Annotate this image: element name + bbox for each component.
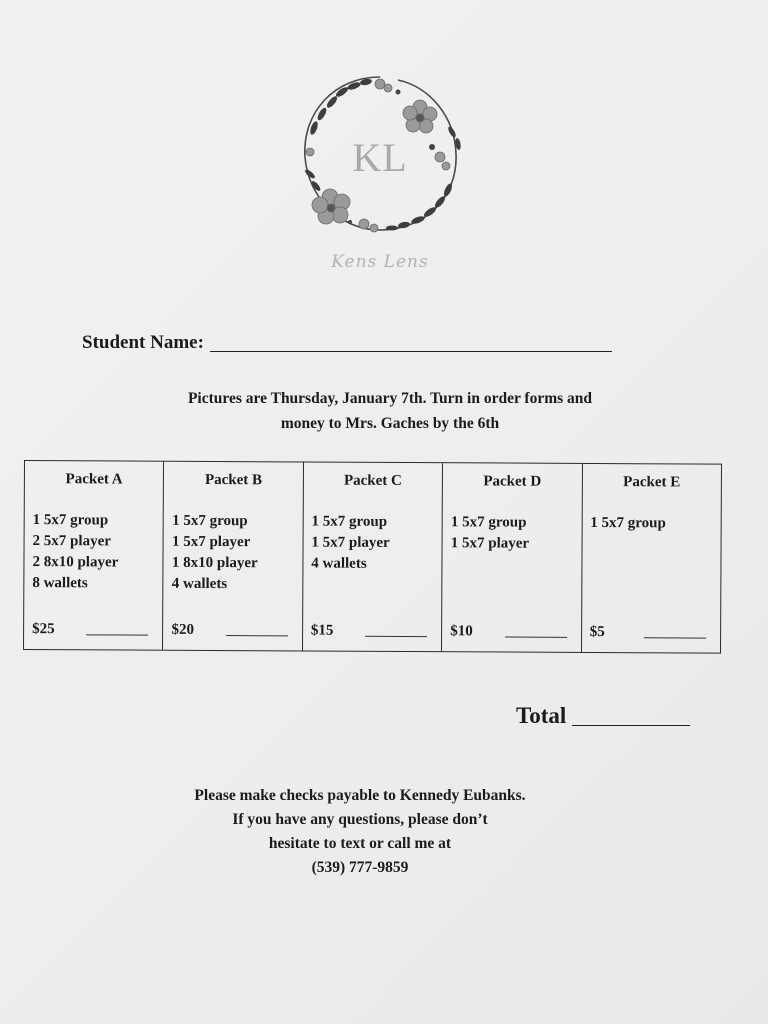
packet-price-row [32,621,148,639]
packet-items [451,512,582,555]
packet-e [582,464,721,653]
payment-contact-info [150,784,570,880]
instructions-line-1: Pictures are Thursday, January 7th. Turn in order forms and [187,390,593,407]
packet-title: Packet C [343,472,402,489]
packet-item: 2 5x7 player [32,533,111,550]
packet-item: 1 5x7 group [311,513,388,530]
packet-quantity-blank[interactable] [86,634,148,635]
packet-items [172,511,303,596]
packet-price: $5 [589,623,605,641]
phone-number: (539) 777-9859 [311,859,409,876]
brand-logo [280,62,480,247]
packet-title: Packet D [483,473,542,490]
monogram: KL [352,135,408,180]
packet-price: $10 [450,623,473,640]
packet-item: 1 5x7 group [450,514,527,531]
footer-line-2: If you have any questions, please don’t [232,811,488,828]
packet-table [23,460,722,654]
packet-item: 1 5x7 player [311,534,390,551]
student-name-blank[interactable] [210,351,612,352]
packet-quantity-blank[interactable] [226,635,288,636]
packet-price-row [450,623,566,641]
student-name-row [82,332,612,354]
packet-d [442,463,582,652]
packet-title: Packet E [623,474,681,491]
packet-item: 1 5x7 player [450,535,530,552]
total-blank[interactable] [572,725,690,726]
footer-line-1: Please make checks payable to Kennedy Eubanks. [194,787,526,804]
packet-a [24,461,164,650]
packet-c [303,462,443,651]
packet-items [32,510,163,595]
packet-item: 1 5x7 player [171,533,251,551]
packet-price-row [590,624,706,642]
packet-price-row [311,623,427,641]
packet-quantity-blank[interactable] [644,637,706,638]
total-row [516,703,690,729]
footer-line-3: hesitate to text or call me at [268,835,452,852]
packet-item: 8 wallets [32,575,88,592]
packet-price: $15 [310,622,334,639]
packet-item: 1 5x7 group [172,512,248,530]
packet-item: 2 8x10 player [32,554,119,571]
packet-quantity-blank[interactable] [365,636,427,637]
packet-title: Packet A [65,471,123,488]
packet-item: 1 5x7 group [32,512,109,529]
packet-items [311,512,442,576]
packet-price: $20 [171,621,195,638]
instructions [130,386,650,436]
brand-name: Kens Lens [331,252,429,272]
packet-title: Packet B [204,471,263,489]
packet-item: 1 8x10 player [171,554,258,572]
total-label: Total [516,703,567,728]
student-name-label: Student Name: [82,332,204,353]
packet-price: $25 [32,621,55,638]
packet-items [590,513,721,535]
packet-quantity-blank[interactable] [505,637,567,638]
packet-b [163,462,303,651]
packet-price-row [171,622,287,640]
packet-item: 1 5x7 group [590,514,666,532]
packet-item: 4 wallets [311,555,367,572]
instructions-line-2: money to Mrs. Gaches by the 6th [280,415,500,432]
packet-item: 4 wallets [171,575,228,593]
